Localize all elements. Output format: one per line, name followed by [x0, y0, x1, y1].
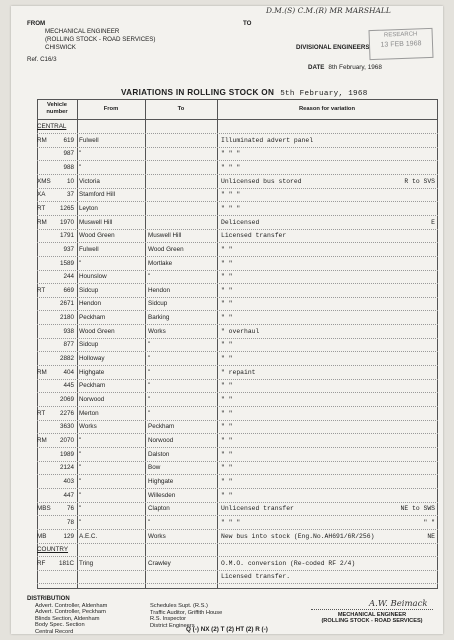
vehicle-class: MBS	[37, 505, 51, 513]
from-cell: "	[79, 477, 82, 485]
vehicle-number-cell	[37, 298, 74, 310]
vehicle-number: 619	[63, 136, 74, 144]
table-header-rule	[37, 119, 438, 120]
to-cell: Sidcup	[148, 300, 168, 308]
reason-cell: " "	[221, 259, 233, 267]
from-cell: Norwood	[79, 396, 105, 403]
reason-cell: " repaint	[221, 368, 256, 376]
reason-cell: " "	[221, 450, 233, 458]
vehicle-number-cell	[37, 258, 74, 270]
table-top-rule	[37, 99, 438, 100]
signature: A.W. Beimack	[369, 599, 428, 609]
vehicle-class: RM	[37, 218, 47, 226]
vehicle-number: 10	[66, 177, 74, 185]
table-row	[37, 189, 438, 202]
from-cell: Hendon	[79, 300, 102, 308]
distribution-item: Body Spec. Section	[35, 622, 85, 629]
vehicle-number-cell	[37, 380, 74, 392]
from-cell: "	[79, 505, 82, 513]
reason-cell: " " "	[221, 204, 241, 212]
table-row	[37, 380, 438, 393]
vehicle-class: XMS	[37, 177, 51, 185]
from-cell: Hounslow	[79, 273, 107, 281]
col-header-to: To	[177, 106, 185, 112]
vehicle-number-cell	[37, 230, 74, 242]
from-line-3: CHISWICK	[45, 44, 76, 51]
from-cell: "	[79, 150, 82, 158]
vehicle-number-cell	[37, 339, 74, 351]
to-cell: Works	[148, 327, 166, 335]
vehicle-number-cell	[37, 490, 74, 502]
vehicle-number-cell	[37, 449, 74, 461]
distribution-item: Advert. Controller, Aldenham	[35, 602, 108, 609]
table-row	[37, 517, 438, 530]
vehicle-number: 988	[63, 163, 74, 171]
received-stamp	[368, 28, 433, 60]
vehicle-class: RT	[37, 286, 46, 294]
reason-cell: " "	[221, 314, 233, 322]
from-cell: Stamford Hill	[79, 191, 116, 199]
distribution-item: District Engineers	[150, 622, 195, 629]
table-row	[37, 476, 438, 489]
to-cell: "	[148, 409, 151, 417]
to-cell: "	[148, 368, 151, 376]
distribution-item: Blinds Section, Aldenham	[35, 615, 100, 622]
table-row	[37, 135, 438, 148]
vehicle-class: XA	[37, 191, 46, 199]
vehicle-number: 877	[63, 341, 74, 349]
from-cell: Peckham	[79, 314, 106, 322]
to-cell: "	[148, 355, 151, 363]
handwritten-routing: D.M.(S) C.M.(R) MR MARSHALL	[266, 6, 391, 15]
vehicle-number: 938	[63, 327, 74, 335]
reason-cell: Illuminated advert panel	[221, 136, 314, 144]
to-cell: Norwood	[148, 436, 174, 444]
table-row	[37, 449, 438, 462]
table-row	[37, 203, 438, 216]
from-cell: Peckham	[79, 382, 106, 390]
reason-code-cell: E	[431, 218, 435, 226]
section-label: COUNTRY	[37, 546, 69, 554]
date-label: DATE	[308, 64, 325, 71]
date-line	[308, 64, 382, 71]
stamp-dept: RESEARCH	[383, 31, 418, 39]
vehicle-number: 2124	[59, 464, 74, 472]
vehicle-class: RT	[37, 204, 46, 212]
vehicle-number: 404	[63, 368, 74, 376]
distribution-item: Traffic Auditor, Griffith House	[150, 609, 223, 616]
reason-cell: Licensed transfer.	[221, 573, 291, 581]
vehicle-number: 447	[63, 491, 74, 499]
vehicle-number-cell	[37, 162, 74, 174]
table-row	[37, 271, 438, 284]
to-cell: "	[148, 382, 151, 390]
col-header-vehicle: Vehicle number	[46, 102, 68, 115]
vehicle-number: 244	[63, 273, 74, 281]
table-row	[37, 148, 438, 161]
from-line-2: (ROLLING STOCK - ROAD SERVICES)	[45, 36, 156, 43]
to-cell: Works	[148, 532, 166, 540]
vehicle-number: 3630	[59, 423, 74, 431]
from-cell: "	[79, 464, 82, 472]
table-row	[37, 558, 438, 571]
to-cell: Bow	[148, 464, 161, 472]
signatory-title-line: (ROLLING STOCK - ROAD SERVICES)	[321, 618, 423, 625]
reason-cell: " "	[221, 273, 233, 281]
from-cell: "	[79, 491, 82, 499]
to-cell: Mortlake	[148, 259, 173, 267]
from-cell: Works	[79, 423, 97, 431]
vehicle-number-cell	[37, 462, 74, 474]
table-row	[37, 298, 438, 311]
vehicle-number-cell	[37, 517, 74, 529]
vehicle-class: MB	[37, 532, 47, 540]
reason-code-cell: NE	[427, 532, 435, 540]
reason-cell: " "	[221, 341, 233, 349]
vehicle-number: 181C	[58, 559, 74, 567]
from-cell: "	[79, 436, 82, 444]
document-sheet	[11, 6, 443, 634]
table-row	[37, 531, 438, 544]
vehicle-number-cell	[37, 189, 74, 201]
vehicle-number-cell	[37, 203, 74, 215]
table-row	[37, 326, 438, 339]
from-cell: A.E.C.	[79, 532, 98, 540]
table-row	[37, 244, 438, 257]
vehicle-number: 445	[63, 382, 74, 390]
signatory-title	[311, 612, 433, 625]
signatory-title-line: MECHANICAL ENGINEER	[337, 612, 407, 618]
to-block	[243, 20, 443, 28]
reason-cell: Unlicensed transfer	[221, 505, 294, 513]
to-cell: Hendon	[148, 286, 171, 294]
table-row	[37, 462, 438, 475]
reason-cell: " "	[221, 423, 233, 431]
vehicle-number: 2070	[59, 436, 74, 444]
vehicle-number: 2882	[59, 355, 74, 363]
reason-cell: " "	[221, 491, 233, 499]
reason-cell: Unlicensed bus stored	[221, 177, 302, 185]
from-cell: Merton	[79, 409, 99, 417]
vehicle-number: 37	[66, 191, 74, 199]
reason-cell: " "	[221, 464, 233, 472]
to-cell: "	[148, 396, 151, 403]
vehicle-number: 2276	[59, 409, 74, 417]
reason-cell: " "	[221, 300, 233, 308]
to-cell: "	[148, 341, 151, 349]
table-row	[37, 162, 438, 175]
reason-cell: " "	[221, 382, 233, 390]
from-cell: Highgate	[79, 368, 105, 376]
vehicle-number-cell	[37, 312, 74, 324]
signature-line	[311, 609, 433, 610]
vehicle-class: RM	[37, 368, 47, 376]
distribution-label: DISTRIBUTION	[27, 596, 70, 602]
vehicle-number: 937	[63, 245, 74, 253]
section-row	[37, 121, 438, 134]
to-cell: "	[148, 273, 151, 281]
vehicle-number-cell	[37, 271, 74, 283]
vehicle-number-cell	[37, 531, 74, 543]
reason-cell: New bus into stock (Eng.No.AH691/6R/256)	[221, 532, 375, 540]
to-cell: Dalston	[148, 450, 170, 458]
table-row	[37, 421, 438, 434]
vehicle-number: 669	[63, 286, 74, 294]
from-cell: "	[79, 163, 82, 171]
distribution-codes: Q (-) NX (2) T (2) HT (2) R (-)	[186, 626, 268, 633]
table-row	[37, 408, 438, 421]
vehicle-number-cell	[37, 285, 74, 297]
from-cell: "	[79, 518, 82, 526]
table-row	[37, 367, 438, 380]
table-row	[37, 176, 438, 189]
table-row	[37, 312, 438, 325]
from-cell: Victoria	[79, 177, 100, 185]
document-title	[121, 88, 368, 98]
from-cell: "	[79, 450, 82, 458]
from-block	[27, 20, 155, 64]
variations-table	[37, 99, 438, 589]
table-row	[37, 339, 438, 352]
vehicle-class: RM	[37, 436, 47, 444]
to-cell: Clapton	[148, 505, 170, 513]
table-row	[37, 435, 438, 448]
vehicle-number-cell	[37, 244, 74, 256]
vehicle-number: 1265	[59, 204, 74, 212]
vehicle-number-cell	[37, 476, 74, 488]
vehicle-number: 987	[63, 150, 74, 158]
reference: Ref. C16/3	[27, 56, 57, 63]
table-row	[37, 353, 438, 366]
to-cell: Willesden	[148, 491, 176, 499]
table-row	[37, 230, 438, 243]
vehicle-number: 1589	[59, 259, 74, 267]
reason-cell: " " "	[221, 150, 241, 158]
vehicle-number: 2180	[59, 314, 74, 322]
reason-cell: " "	[221, 396, 233, 403]
reason-cell: " "	[221, 355, 233, 363]
distribution-item: R.S. Inspector	[150, 616, 187, 623]
from-cell: Wood Green	[79, 232, 115, 240]
distribution-item: Schedules Supt. (R.S.)	[150, 603, 208, 609]
vehicle-number: 78	[66, 518, 74, 526]
table-row	[37, 490, 438, 503]
reason-cell: " " "	[221, 163, 241, 171]
vehicle-number-cell	[37, 435, 74, 447]
reason-cell: " "	[221, 409, 233, 417]
reason-cell: " overhaul	[221, 327, 260, 335]
stamp-date: 13 FEB 1968	[380, 40, 422, 49]
reason-cell: Delicensed	[221, 218, 260, 226]
reason-code-cell: " "	[423, 518, 435, 526]
vehicle-number-cell	[37, 135, 74, 147]
from-cell: Muswell Hill	[79, 218, 113, 226]
to-cell: Wood Green	[148, 245, 184, 253]
section-label: CENTRAL	[37, 123, 67, 130]
vehicle-class: RT	[37, 409, 46, 417]
vehicle-number: 2069	[59, 396, 74, 403]
col-header-from: From	[103, 106, 119, 112]
vehicle-number: 2671	[59, 300, 74, 308]
reason-cell: " "	[221, 286, 233, 294]
table-row	[37, 394, 438, 407]
table-row	[37, 285, 438, 298]
from-cell: Sidcup	[79, 341, 99, 349]
reason-code-cell: NE to SWS	[400, 505, 435, 513]
reason-cell: " "	[221, 477, 233, 485]
from-cell: Fulwell	[79, 245, 99, 253]
vehicle-number-cell	[37, 558, 74, 570]
vehicle-number-cell	[37, 421, 74, 433]
vehicle-class: RM	[37, 136, 47, 144]
title-date: 5th February, 1968	[280, 90, 368, 98]
to-cell: "	[148, 518, 151, 526]
to-recipient: DIVISIONAL ENGINEERS	[296, 44, 370, 51]
reason-cell: O.M.O. conversion (Re-coded RF 2/4)	[221, 559, 356, 567]
vehicle-number: 1970	[59, 218, 74, 226]
reason-cell: " " "	[221, 191, 241, 199]
table-row	[37, 258, 438, 271]
distribution-item: Advert. Controller, Peckham	[35, 609, 106, 616]
distribution-list	[27, 596, 107, 636]
vehicle-number-cell	[37, 148, 74, 160]
vehicle-number-cell	[37, 394, 74, 406]
from-cell: Wood Green	[79, 327, 115, 335]
vehicle-number: 1791	[59, 232, 74, 240]
vehicle-class: RF	[37, 559, 46, 567]
vehicle-number-cell	[37, 408, 74, 420]
from-cell: Sidcup	[79, 286, 99, 294]
vehicle-number: 1989	[59, 450, 74, 458]
vehicle-number-cell	[37, 326, 74, 338]
reason-cell: " " "	[221, 518, 241, 526]
distribution-item: Central Record	[35, 628, 74, 635]
table-bottom-rule	[37, 588, 438, 589]
table-row	[37, 571, 438, 584]
from-cell: Holloway	[79, 355, 105, 363]
from-cell: Fulwell	[79, 136, 99, 144]
table-row	[37, 217, 438, 230]
from-cell: Tring	[79, 559, 94, 567]
to-cell: Muswell Hill	[148, 232, 182, 240]
vehicle-number-cell	[37, 353, 74, 365]
reason-cell: " "	[221, 436, 233, 444]
vehicle-number: 129	[63, 532, 74, 540]
reason-code-cell: R to SVS	[404, 177, 435, 185]
to-cell: Crawley	[148, 559, 171, 567]
reason-cell: " "	[221, 245, 233, 253]
vehicle-number-cell	[37, 503, 74, 515]
reason-cell: Licensed transfer	[221, 232, 287, 240]
vehicle-number: 403	[63, 477, 74, 485]
from-cell: Leyton	[79, 204, 98, 212]
from-line-1: MECHANICAL ENGINEER	[45, 28, 120, 35]
vehicle-number-cell	[37, 217, 74, 229]
from-label: FROM	[27, 20, 46, 27]
to-cell: Highgate	[148, 477, 174, 485]
to-label: TO	[243, 20, 252, 27]
col-header-reason: Reason for variation	[298, 106, 356, 112]
table-row	[37, 503, 438, 516]
from-cell: "	[79, 259, 82, 267]
to-cell: Barking	[148, 314, 170, 322]
to-cell: Peckham	[148, 423, 175, 431]
title-text: VARIATIONS IN ROLLING STOCK ON	[121, 88, 275, 97]
vehicle-number: 76	[66, 505, 74, 513]
date-value: 8th February, 1968	[328, 64, 382, 71]
vehicle-number-cell	[37, 367, 74, 379]
section-row	[37, 544, 438, 557]
vehicle-number-cell	[37, 176, 74, 188]
